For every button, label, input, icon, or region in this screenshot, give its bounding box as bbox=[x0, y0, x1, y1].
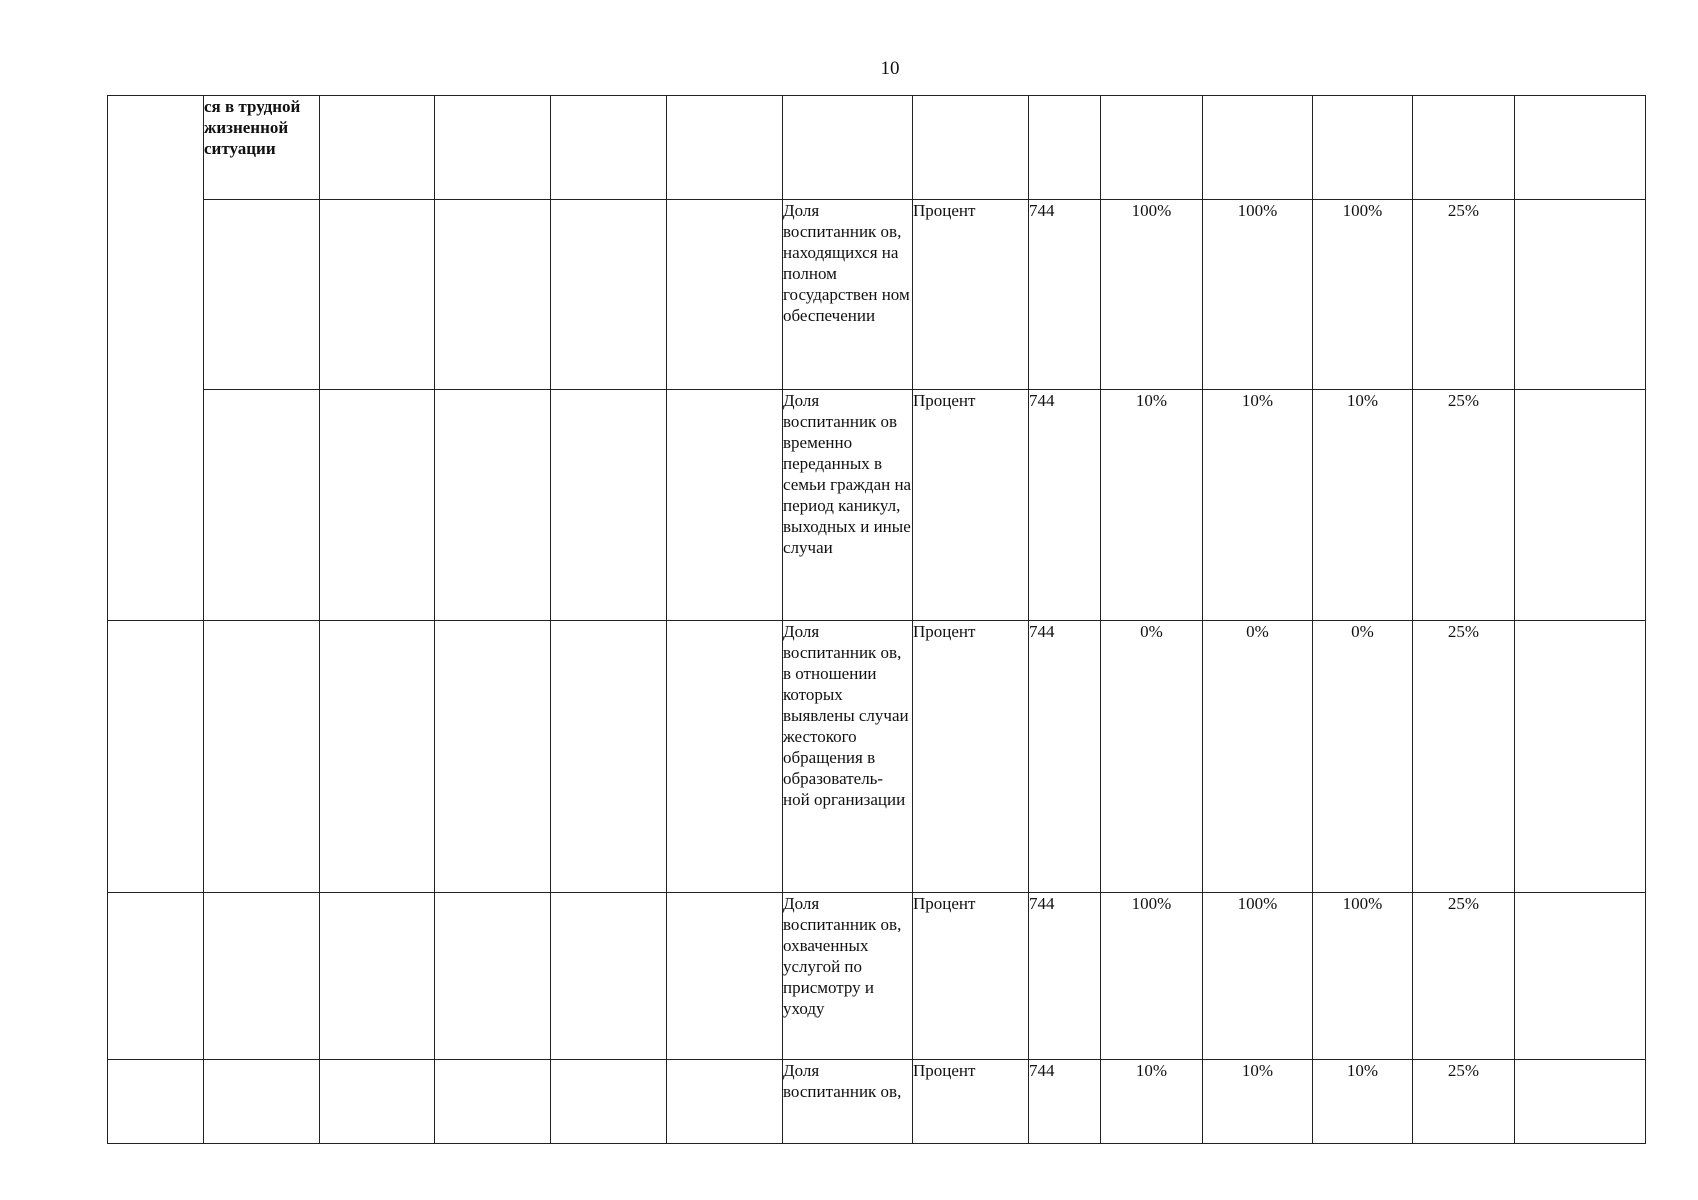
table-row bbox=[108, 390, 1646, 621]
table-cell bbox=[667, 390, 783, 621]
table-cell bbox=[320, 390, 435, 621]
table-cell bbox=[551, 621, 667, 893]
table-cell bbox=[108, 893, 204, 1060]
table-cell bbox=[551, 200, 667, 390]
table-cell bbox=[667, 1060, 783, 1144]
table-cell bbox=[667, 200, 783, 390]
page-number: 10 bbox=[880, 58, 900, 79]
table-cell bbox=[435, 893, 551, 1060]
value-cell-1: 10% bbox=[1101, 390, 1203, 621]
table-cell bbox=[1029, 96, 1101, 200]
indicator-cell: Доля воспитанник ов, в отношении которых выявлены случаи жестокого обращения в образователь- ной организации bbox=[783, 621, 913, 893]
indicator-cell: Доля воспитанник ов временно переданных в семьи граждан на период каникул, выходных и иные случаи bbox=[783, 390, 913, 621]
table-cell bbox=[320, 1060, 435, 1144]
table-cell bbox=[320, 621, 435, 893]
table-cell bbox=[320, 893, 435, 1060]
value-cell-3: 10% bbox=[1313, 1060, 1413, 1144]
value-cell-1: 10% bbox=[1101, 1060, 1203, 1144]
unit-cell: Процент bbox=[913, 390, 1029, 621]
table-cell bbox=[667, 96, 783, 200]
table-cell bbox=[108, 1060, 204, 1144]
value-cell-3: 100% bbox=[1313, 200, 1413, 390]
table-cell bbox=[667, 893, 783, 1060]
value-cell-1: 100% bbox=[1101, 200, 1203, 390]
table-row bbox=[108, 893, 1646, 1060]
value-cell-4: 25% bbox=[1413, 390, 1515, 621]
table-cell bbox=[551, 96, 667, 200]
value-cell-4: 25% bbox=[1413, 1060, 1515, 1144]
table-cell bbox=[1413, 96, 1515, 200]
value-cell-1: 0% bbox=[1101, 621, 1203, 893]
value-cell-2: 0% bbox=[1203, 621, 1313, 893]
value-cell-4: 25% bbox=[1413, 893, 1515, 1060]
continued-text-cell bbox=[204, 96, 320, 200]
code-cell: 744 bbox=[1029, 893, 1101, 1060]
table-cell bbox=[1101, 96, 1203, 200]
table-cell bbox=[435, 96, 551, 200]
code-cell: 744 bbox=[1029, 200, 1101, 390]
table-cell bbox=[667, 621, 783, 893]
value-cell-3: 10% bbox=[1313, 390, 1413, 621]
value-cell-2: 10% bbox=[1203, 1060, 1313, 1144]
table-cell bbox=[435, 200, 551, 390]
table-cell bbox=[1515, 390, 1646, 621]
table-cell bbox=[551, 390, 667, 621]
indicator-cell: Доля воспитанник ов, находящихся на полном государствен ном обеспечении bbox=[783, 200, 913, 390]
value-cell-2: 10% bbox=[1203, 390, 1313, 621]
value-cell-4: 25% bbox=[1413, 621, 1515, 893]
table-cell bbox=[1515, 893, 1646, 1060]
table-cell bbox=[204, 1060, 320, 1144]
table-row-continuation bbox=[108, 96, 1646, 200]
table-cell bbox=[108, 621, 204, 893]
table-cell bbox=[1515, 200, 1646, 390]
table-cell bbox=[1313, 96, 1413, 200]
unit-cell: Процент bbox=[913, 200, 1029, 390]
table-cell bbox=[435, 390, 551, 621]
code-cell: 744 bbox=[1029, 1060, 1101, 1144]
table-cell bbox=[204, 893, 320, 1060]
value-cell-3: 0% bbox=[1313, 621, 1413, 893]
table-cell bbox=[551, 893, 667, 1060]
value-cell-1: 100% bbox=[1101, 893, 1203, 1060]
table-cell bbox=[913, 96, 1029, 200]
unit-cell: Процент bbox=[913, 621, 1029, 893]
table-cell bbox=[1515, 96, 1646, 200]
continued-text: ся в трудной жизненной ситуации bbox=[204, 97, 301, 158]
table-cell bbox=[108, 96, 204, 621]
table-cell bbox=[435, 1060, 551, 1144]
table-cell bbox=[435, 621, 551, 893]
table-cell bbox=[320, 200, 435, 390]
table-cell bbox=[1203, 96, 1313, 200]
value-cell-3: 100% bbox=[1313, 893, 1413, 1060]
table-cell bbox=[1515, 1060, 1646, 1144]
value-cell-4: 25% bbox=[1413, 200, 1515, 390]
code-cell: 744 bbox=[1029, 621, 1101, 893]
indicator-cell: Доля воспитанник ов, охваченных услугой по присмотру и уходу bbox=[783, 893, 913, 1060]
table-cell bbox=[783, 96, 913, 200]
unit-cell: Процент bbox=[913, 1060, 1029, 1144]
table-cell bbox=[204, 200, 320, 390]
table-cell bbox=[551, 1060, 667, 1144]
table-cell bbox=[1515, 621, 1646, 893]
code-cell: 744 bbox=[1029, 390, 1101, 621]
table-cell bbox=[204, 621, 320, 893]
value-cell-2: 100% bbox=[1203, 200, 1313, 390]
table-row bbox=[108, 621, 1646, 893]
table-cell bbox=[204, 390, 320, 621]
table-cell bbox=[320, 96, 435, 200]
table-row bbox=[108, 200, 1646, 390]
value-cell-2: 100% bbox=[1203, 893, 1313, 1060]
unit-cell: Процент bbox=[913, 893, 1029, 1060]
services-table bbox=[107, 95, 1646, 1144]
indicator-cell: Доля воспитанник ов, bbox=[783, 1060, 913, 1144]
table-row bbox=[108, 1060, 1646, 1144]
